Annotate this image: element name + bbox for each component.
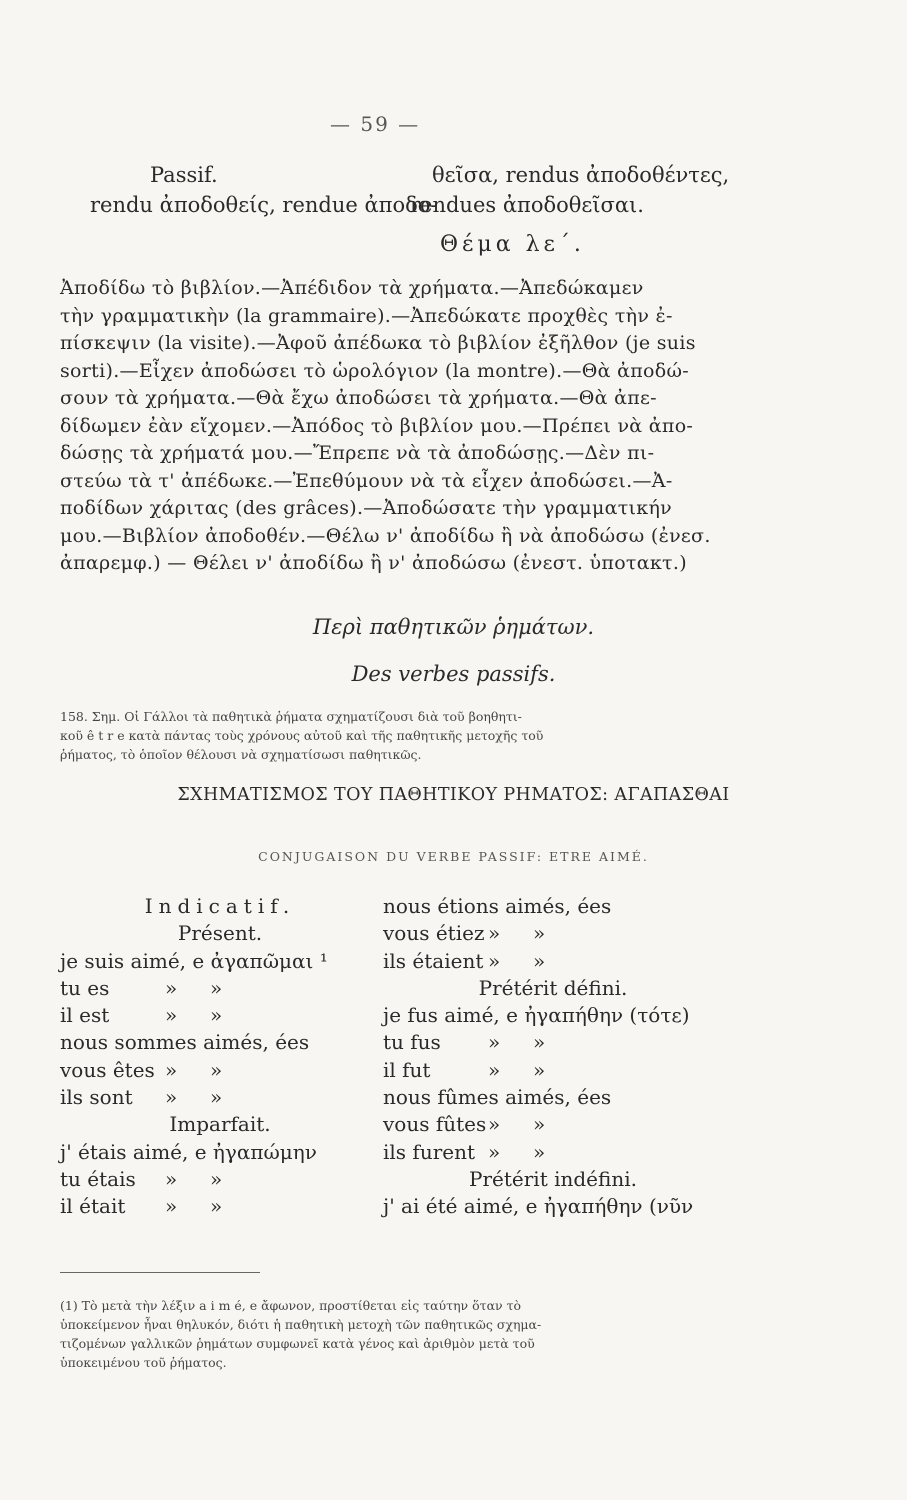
conjugation-form: vous fûtes [383,1112,487,1137]
ditto-mark: » [165,975,178,1000]
conjugation-form: il fut [383,1057,431,1082]
ditto-mark: » [488,1057,501,1082]
footnote [60,1296,750,1372]
conjugation-title: CONJUGAISON DU VERBE PASSIF: ETRE AIMÉ. [258,849,649,864]
passif-left [90,160,437,220]
conjugation-row [60,1139,380,1166]
conjugation-row [383,1002,723,1029]
section-title: ΣΧΗΜΑΤΙΣΜΟΣ ΤΟΥ ΠΑΘΗΤΙΚΟΥ ΡΗΜΑΤΟΣ: ΑΓΑΠΑΣΘΑΙ [177,785,730,805]
exercise-line: δώσῃς τὰ χρήματά μου.—Ἔπρεπε νὰ τὰ ἀποδώσῃς.—Δὲν πι- [60,442,655,464]
exercise-line: μου.—Βιβλίον ἀποδοθέν.—Θέλω ν' ἀποδίδω ἢ νὰ ἀποδώσω (ἐνεσ. [60,524,711,547]
tense-heading: Indicatif. [144,894,296,918]
ditto-mark: » [165,1057,178,1082]
conjugation-row [383,1057,723,1084]
conjugation-row [383,975,723,1002]
passif-left-line: Passif. [150,163,218,187]
conjugation-form: il était [60,1194,126,1219]
ditto-mark: » [165,1085,178,1110]
conjugation-row [383,1166,723,1193]
passif-right-line: θεῖσα, rendus ἀποδοθέντες, [432,163,730,187]
conjugation-form: vous étiez [383,921,485,946]
exercise-line: sorti).—Εἶχεν ἀποδώσει τὸ ὡρολόγιον (la montre).—Θὰ ἀποδώ- [60,359,690,382]
note-line: 158. Σημ. Οἱ Γάλλοι τὰ παθητικὰ ῥήματα σχηματίζουσι διὰ τοῦ βοηθητι- [60,709,522,724]
ditto-mark: » [533,1030,546,1055]
conjugation-row [60,1166,380,1193]
ditto-mark: » [165,1003,178,1028]
conjugation-form: je suis aimé, e ἀγαπῶμαι ¹ [60,948,328,973]
exercise-line: τὴν γραμματικὴν (la grammaire).—Ἀπεδώκατε προχθὲς τὴν ἐ- [60,304,673,327]
conjugation-row [383,1111,723,1138]
conjugation-row [60,975,380,1002]
greek-heading: Περὶ παθητικῶν ῥημάτων. [312,615,595,639]
passif-right [410,160,729,220]
ditto-mark: » [488,921,501,946]
conjugation-row [383,1193,723,1220]
exercise-line: σουν τὰ χρήματα.—Θὰ ἔχω ἀποδώσει τὰ χρήματα.—Θὰ ἀπε- [60,387,657,409]
french-heading: Des verbes passifs. [351,662,556,686]
conjugation-left-column [60,893,380,1221]
tense-heading: Imparfait. [169,1112,271,1137]
exercise-line: στεύω τὰ τ' ἀπέδωκε.—Ἐπεθύμουν νὰ τὰ εἶχεν ἀποδώσει.—Ἀ- [60,469,673,492]
footnote-line: ὑποκειμένου τοῦ ῥήματος. [60,1355,227,1370]
conjugation-right-column [383,893,723,1221]
conjugation-row [60,1084,380,1111]
note-line: ῥήματος, τὸ ὁποῖον θέλουσι νὰ σχηματίσωσι παθητικῶς. [60,747,422,762]
conjugation-row [60,893,380,920]
exercise-line: δίδωμεν ἐὰν εἴχομεν.—Ἀπόδος τὸ βιβλίον μου.—Πρέπει νὰ ἀπο- [60,414,694,437]
conjugation-row [60,948,380,975]
ditto-mark: » [533,921,546,946]
conjugation-form: nous sommes aimés, ées [60,1030,310,1055]
note-line: κοῦ ê t r e κατὰ πάντας τοὺς χρόνους αὐτοῦ καὶ τῆς παθητικῆς μετοχῆς τοῦ [60,728,544,743]
conjugation-row [60,1111,380,1138]
tense-heading: Prétérit indéfini. [469,1166,637,1191]
conjugation-form: tu es [60,975,110,1000]
conjugation-form: nous fûmes aimés, ées [383,1085,612,1110]
theme-title: Θέμα λε΄. [440,232,585,257]
conjugation-row [60,1029,380,1056]
ditto-mark: » [210,1057,223,1082]
ditto-mark: » [165,1166,178,1191]
conjugation-row [383,1084,723,1111]
conjugation-form: ils sont [60,1085,133,1110]
ditto-mark: » [533,1139,546,1164]
conjugation-row [60,1057,380,1084]
ditto-mark: » [210,1085,223,1110]
footnote-line: (1) Τὸ μετὰ τὴν λέξιν a i m é, e ἄφωνον, προστίθεται εἰς ταύτην ὅταν τὸ [60,1298,522,1313]
passif-right-line: rendues ἀποδοθεῖσαι. [410,193,644,217]
conjugation-form: nous étions aimés, ées [383,894,612,918]
ditto-mark: » [210,1166,223,1191]
passif-left-line: rendu ἀποδοθείς, rendue ἀποδο- [90,193,438,217]
ditto-mark: » [488,1139,501,1164]
conjugation-form: j' ai été aimé, e ἠγαπήθην (νῦν [383,1194,694,1219]
ditto-mark: » [533,948,546,973]
page-number: — 59 — [330,112,421,136]
exercise-line: Ἀποδίδω τὸ βιβλίον.—Ἀπέδιδον τὰ χρήματα.—Ἀπεδώκαμεν [60,277,644,299]
conjugation-form: vous êtes [60,1057,155,1082]
exercise-paragraph [60,275,740,578]
footnote-rule [60,1272,260,1273]
exercise-line: ποδίδων χάριτας (des grâces).—Ἀποδώσατε τὴν γραμματικήν [60,497,673,519]
footnote-line: ὑποκείμενον ἦναι θηλυκόν, διότι ἡ παθητικὴ μετοχὴ τῶν παθητικῶς σχημα- [60,1317,542,1332]
conjugation-form: ils furent [383,1139,476,1164]
conjugation-row [60,920,380,947]
exercise-line: πίσκεψιν (la visite).—Ἀφοῦ ἀπέδωκα τὸ βιβλίον ἐξῆλθον (je suis [60,332,696,354]
conjugation-row [383,893,723,920]
note-paragraph [60,707,750,764]
conjugation-row [60,1193,380,1220]
ditto-mark: » [533,1112,546,1137]
conjugation-form: je fus aimé, e ἠγαπήθην (τότε) [383,1003,690,1028]
ditto-mark: » [210,1003,223,1028]
exercise-line: ἀπαρεμφ.) — Θέλει ν' ἀποδίδω ἢ ν' ἀποδώσω (ἐνεστ. ὑποτακτ.) [60,552,687,574]
conjugation-form: ils étaient [383,948,484,973]
footnote-line: τιζομένων γαλλικῶν ῥημάτων συμφωνεῖ κατὰ γένος καὶ ἀριθμὸν μετὰ τοῦ [60,1336,535,1351]
conjugation-form: tu fus [383,1030,441,1055]
conjugation-row [383,948,723,975]
ditto-mark: » [210,975,223,1000]
ditto-mark: » [488,1112,501,1137]
tense-heading: Prétérit défini. [478,975,628,1000]
conjugation-form: tu étais [60,1166,136,1191]
ditto-mark: » [488,1030,501,1055]
ditto-mark: » [210,1194,223,1219]
conjugation-row [383,1029,723,1056]
conjugation-row [60,1002,380,1029]
conjugation-row [383,920,723,947]
conjugation-form: j' étais aimé, e ἠγαπώμην [60,1139,317,1164]
conjugation-row [383,1139,723,1166]
ditto-mark: » [165,1194,178,1219]
ditto-mark: » [488,948,501,973]
conjugation-form: il est [60,1003,110,1028]
ditto-mark: » [533,1057,546,1082]
tense-heading: Présent. [177,921,263,946]
